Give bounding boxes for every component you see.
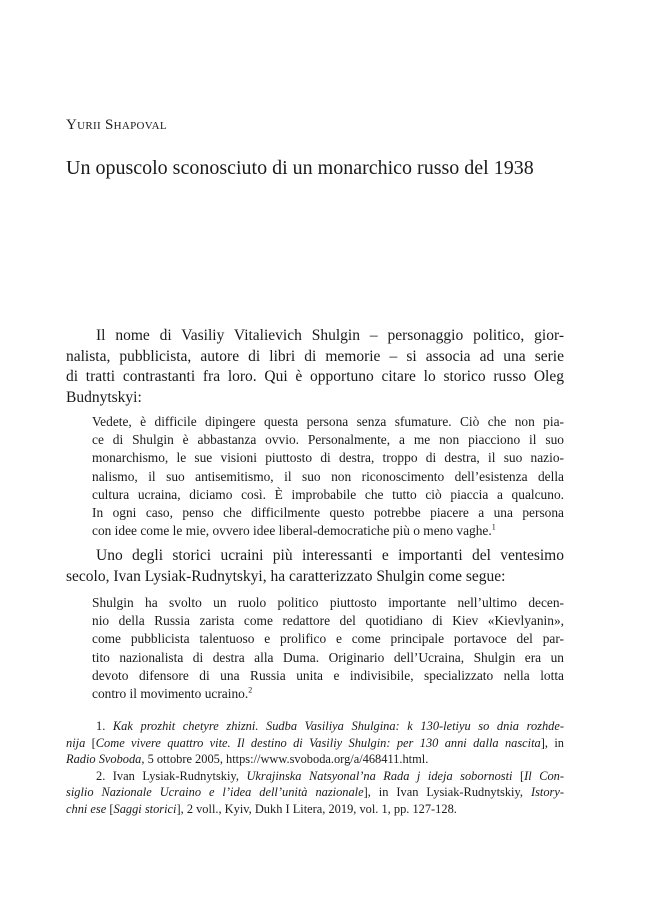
paragraph-line: nalista, pubblicista, autore di libri di memorie – si associa ad una serie: [66, 347, 564, 365]
footnote-ref-1[interactable]: 1: [491, 522, 496, 532]
quote-line-text: contro il movimento ucraino.: [92, 686, 249, 702]
paragraph-line: di tratti contrastanti fra loro. Qui è opportuno citare lo storico russo Oleg: [66, 368, 564, 385]
quote-line: Vedete, è difficile dipingere questa persona senza sfumature. Ciò che non pia-: [92, 414, 564, 429]
footnote-ref-2[interactable]: 2: [248, 685, 253, 695]
quote-line: nalismo, il suo antisemitismo, il suo non riconoscimento dell’esistenza della: [92, 468, 564, 484]
footnote-line: 2. Ivan Lysiak-Rudnytskiy, Ukrajinska Natsyonal’na Rada j ideja sobornosti [Il Con-: [96, 768, 564, 783]
author-name: Yurii Shapoval: [66, 117, 167, 133]
footnote-line: 1. Kak prozhit chetyre zhizni. Sudba Vasiliya Shulgina: k 130-letiyu so dnia rozhde-: [96, 719, 564, 733]
quote-line: ce di Shulgin è abbastanza ovvio. Personalmente, a me non piacciono il suo: [92, 432, 564, 448]
paragraph-line: Uno degli storici ucraini più interessanti e importanti del ventesimo: [96, 547, 564, 564]
block-quote-2: [66, 594, 564, 703]
quote-line: [92, 522, 564, 540]
block-quote-1: [66, 413, 564, 540]
quote-line: monarchismo, le sue visioni piuttosto di destra, troppo di destra, il suo nazio-: [92, 450, 564, 466]
paragraph-line: Il nome di Vasiliy Vitalievich Shulgin – personaggio politico, gior-: [96, 327, 564, 344]
quote-line: nio della Russia zarista come redattore del quotidiano di Kiev «Kievlyanin»,: [92, 613, 564, 629]
quote-line: In ogni caso, penso che difficilmente questo potrebbe piacere a una persona: [92, 505, 564, 521]
body-paragraph-1: [66, 326, 564, 408]
quote-line: [92, 685, 564, 703]
quote-line: devoto difensore di una Russia unita e indivisibile, specializzato nella lotta: [92, 667, 564, 683]
quote-line-text: con idee come le mie, ovvero idee liberal-democratiche più o meno vaghe.: [92, 523, 492, 539]
footnote-line: nija [Come vivere quattro vite. Il destino di Vasiliy Shulgin: per 130 anni dalla nascita], in: [66, 735, 564, 750]
quote-line: tito nazionalista di destra alla Duma. Originario dell’Ucraina, Shulgin era un: [92, 649, 564, 665]
footnote-1: [66, 718, 564, 768]
paragraph-line: Budnytskyi:: [66, 388, 142, 406]
quote-line: Shulgin ha svolto un ruolo politico piuttosto importante nell’ultimo decen-: [92, 595, 564, 610]
body-paragraph-2: [66, 546, 564, 587]
quote-line: come pubblicista talentuoso e prolifico e come principale portavoce del par-: [92, 631, 564, 647]
footnote-line: chni ese [Saggi storici], 2 voll., Kyiv, Dukh I Litera, 2019, vol. 1, pp. 127-128.: [66, 801, 457, 816]
quote-line: cultura ucraina, diciamo così. È improbabile che tutto ciò piaccia a qualcuno.: [92, 486, 564, 502]
footnotes: [66, 718, 564, 818]
paragraph-line: secolo, Ivan Lysiak-Rudnytskyi, ha caratterizzato Shulgin come segue:: [66, 567, 506, 585]
chapter-title: Un opuscolo sconosciuto di un monarchico russo del 1938: [66, 157, 534, 179]
footnote-line: Radio Svoboda, 5 ottobre 2005, https://www.svoboda.org/a/468411.html.: [66, 752, 429, 767]
footnote-2: [66, 768, 564, 818]
footnote-line: siglio Nazionale Ucraino e l’idea dell’unità nazionale], in Ivan Lysiak-Rudnytskiy, Istory-: [66, 785, 564, 800]
